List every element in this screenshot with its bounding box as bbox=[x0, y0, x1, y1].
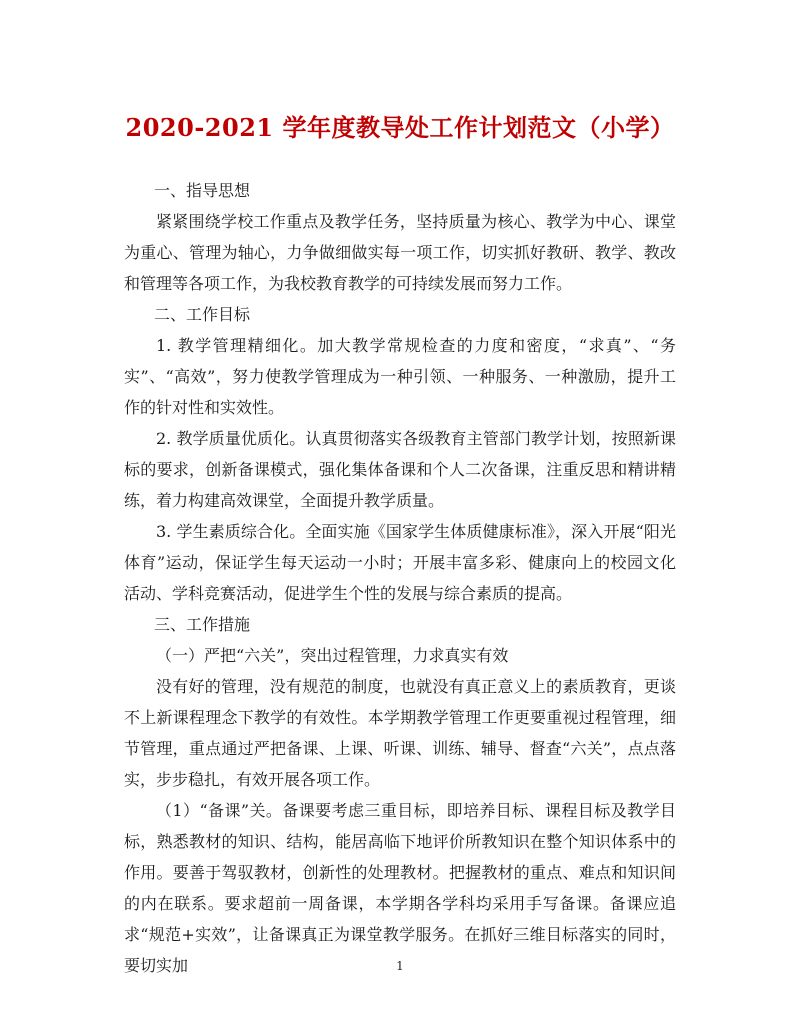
paragraph-goal-1: 1. 教学管理精细化。加大教学常规检查的力度和密度，“求真”、“务实”、“高效”，努力使教学管理成为一种引领、一种服务、一种激励，提升工作的针对性和实效性。 bbox=[124, 336, 676, 417]
page-number: 1 bbox=[396, 959, 404, 973]
section-heading-guiding-thought: 一、指导思想 bbox=[154, 181, 251, 200]
paragraph-lesson-prep: （1）“备课”关。备课要考虑三重目标，即培养目标、课程目标及教学目标，熟悉教材的知识、结构，能居高临下地评价所教知识在整个知识体系中的作用。要善于驾驭教材，创新性的处理教材。把握教材的重点、难点和知识间的内在联系。要求超前一周备课，本学期各学科均采用手写备课。备课应追求“规范+实效”，让备课真正为课堂教学服务。在抓好三维目标落实的同时，要切实加 bbox=[124, 801, 676, 975]
section-heading-work-goals: 二、工作目标 bbox=[154, 305, 251, 324]
paragraph-guiding-thought: 紧紧围绕学校工作重点及教学任务，坚持质量为核心、教学为中心、课堂为重心、管理为轴心，力争做细做实每一项工作，切实抓好教研、教学、教改和管理等各项工作，为我校教育教学的可持续发展而努力工作。 bbox=[124, 212, 676, 293]
section-heading-work-measures: 三、工作措施 bbox=[154, 615, 251, 634]
paragraph-management: 没有好的管理，没有规范的制度，也就没有真正意义上的素质教育，更谈不上新课程理念下教学的有效性。本学期教学管理工作更要重视过程管理，细节管理，重点通过严把备课、上课、听课、训练、辅导、督查“六关”，点点落实，步步稳扎，有效开展各项工作。 bbox=[124, 677, 676, 789]
document-title: 2020-2021 学年度教导处工作计划范文（小学） bbox=[125, 113, 675, 142]
document-body bbox=[124, 175, 676, 981]
paragraph-goal-2: 2. 教学质量优质化。认真贯彻落实各级教育主管部门教学计划，按照新课标的要求，创新备课模式，强化集体备课和个人二次备课，注重反思和精讲精练，着力构建高效课堂，全面提升教学质量。 bbox=[124, 429, 676, 510]
subheading-six-checks: （一）严把“六关”，突出过程管理，力求真实有效 bbox=[156, 646, 509, 665]
paragraph-goal-3: 3. 学生素质综合化。全面实施《国家学生体质健康标准》，深入开展“阳光体育”运动，保证学生每天运动一小时；开展丰富多彩、健康向上的校园文化活动、学科竞赛活动，促进学生个性的发展与综合素质的提高。 bbox=[124, 522, 676, 603]
